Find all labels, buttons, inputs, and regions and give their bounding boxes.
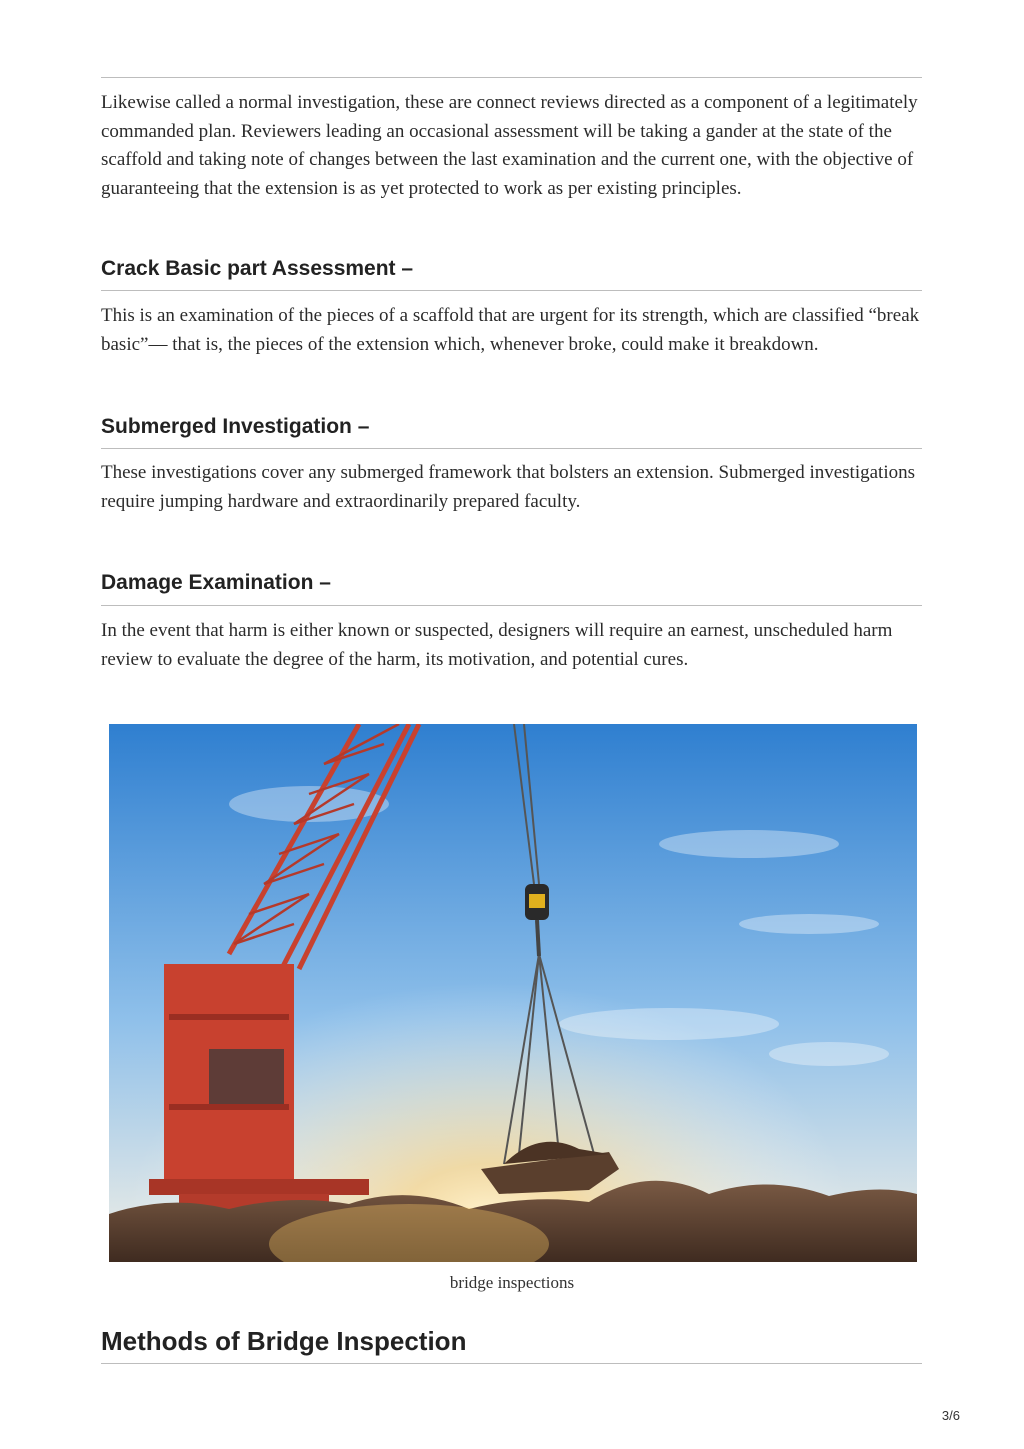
section-heading-submerged-investigation: Submerged Investigation – [101, 415, 370, 438]
section-heading-crack-assessment: Crack Basic part Assessment – [101, 257, 414, 280]
page-number: 3/6 [941, 1408, 960, 1423]
section-divider [101, 1363, 922, 1364]
section-divider [101, 448, 922, 449]
section-heading-damage-examination: Damage Examination – [101, 571, 331, 594]
intro-paragraph: Likewise called a normal investigation, these are connect reviews directed as a component of a legitimately commanded plan. Reviewers leading an occasional assessment will be taking a gander at the state of the scaffold and taking note of changes between the last examination and the current one, with the objective of guaranteeing that the extension is as yet protected to work as per existing principles. [101, 92, 918, 199]
crane-photo [109, 724, 917, 1262]
section-body-submerged-investigation: These investigations cover any submerged framework that bolsters an extension. Submerged investigations require jumping hardware and extraordinarily prepared faculty. [101, 462, 916, 512]
methods-heading: Methods of Bridge Inspection [101, 1326, 467, 1356]
section-body-damage-examination: In the event that harm is either known or suspected, designers will require an earnest, unscheduled harm review to evaluate the degree of the harm, its motivation, and potential cures. [101, 620, 893, 670]
section-body-crack-assessment: This is an examination of the pieces of a scaffold that are urgent for its strength, which are classified “break basic”— that is, the pieces of the extension which, whenever broke, could make it breakdown. [101, 305, 920, 355]
section-divider [101, 605, 922, 606]
section-divider [101, 290, 922, 291]
figure-caption: bridge inspections [449, 1273, 575, 1292]
top-divider [101, 77, 922, 78]
